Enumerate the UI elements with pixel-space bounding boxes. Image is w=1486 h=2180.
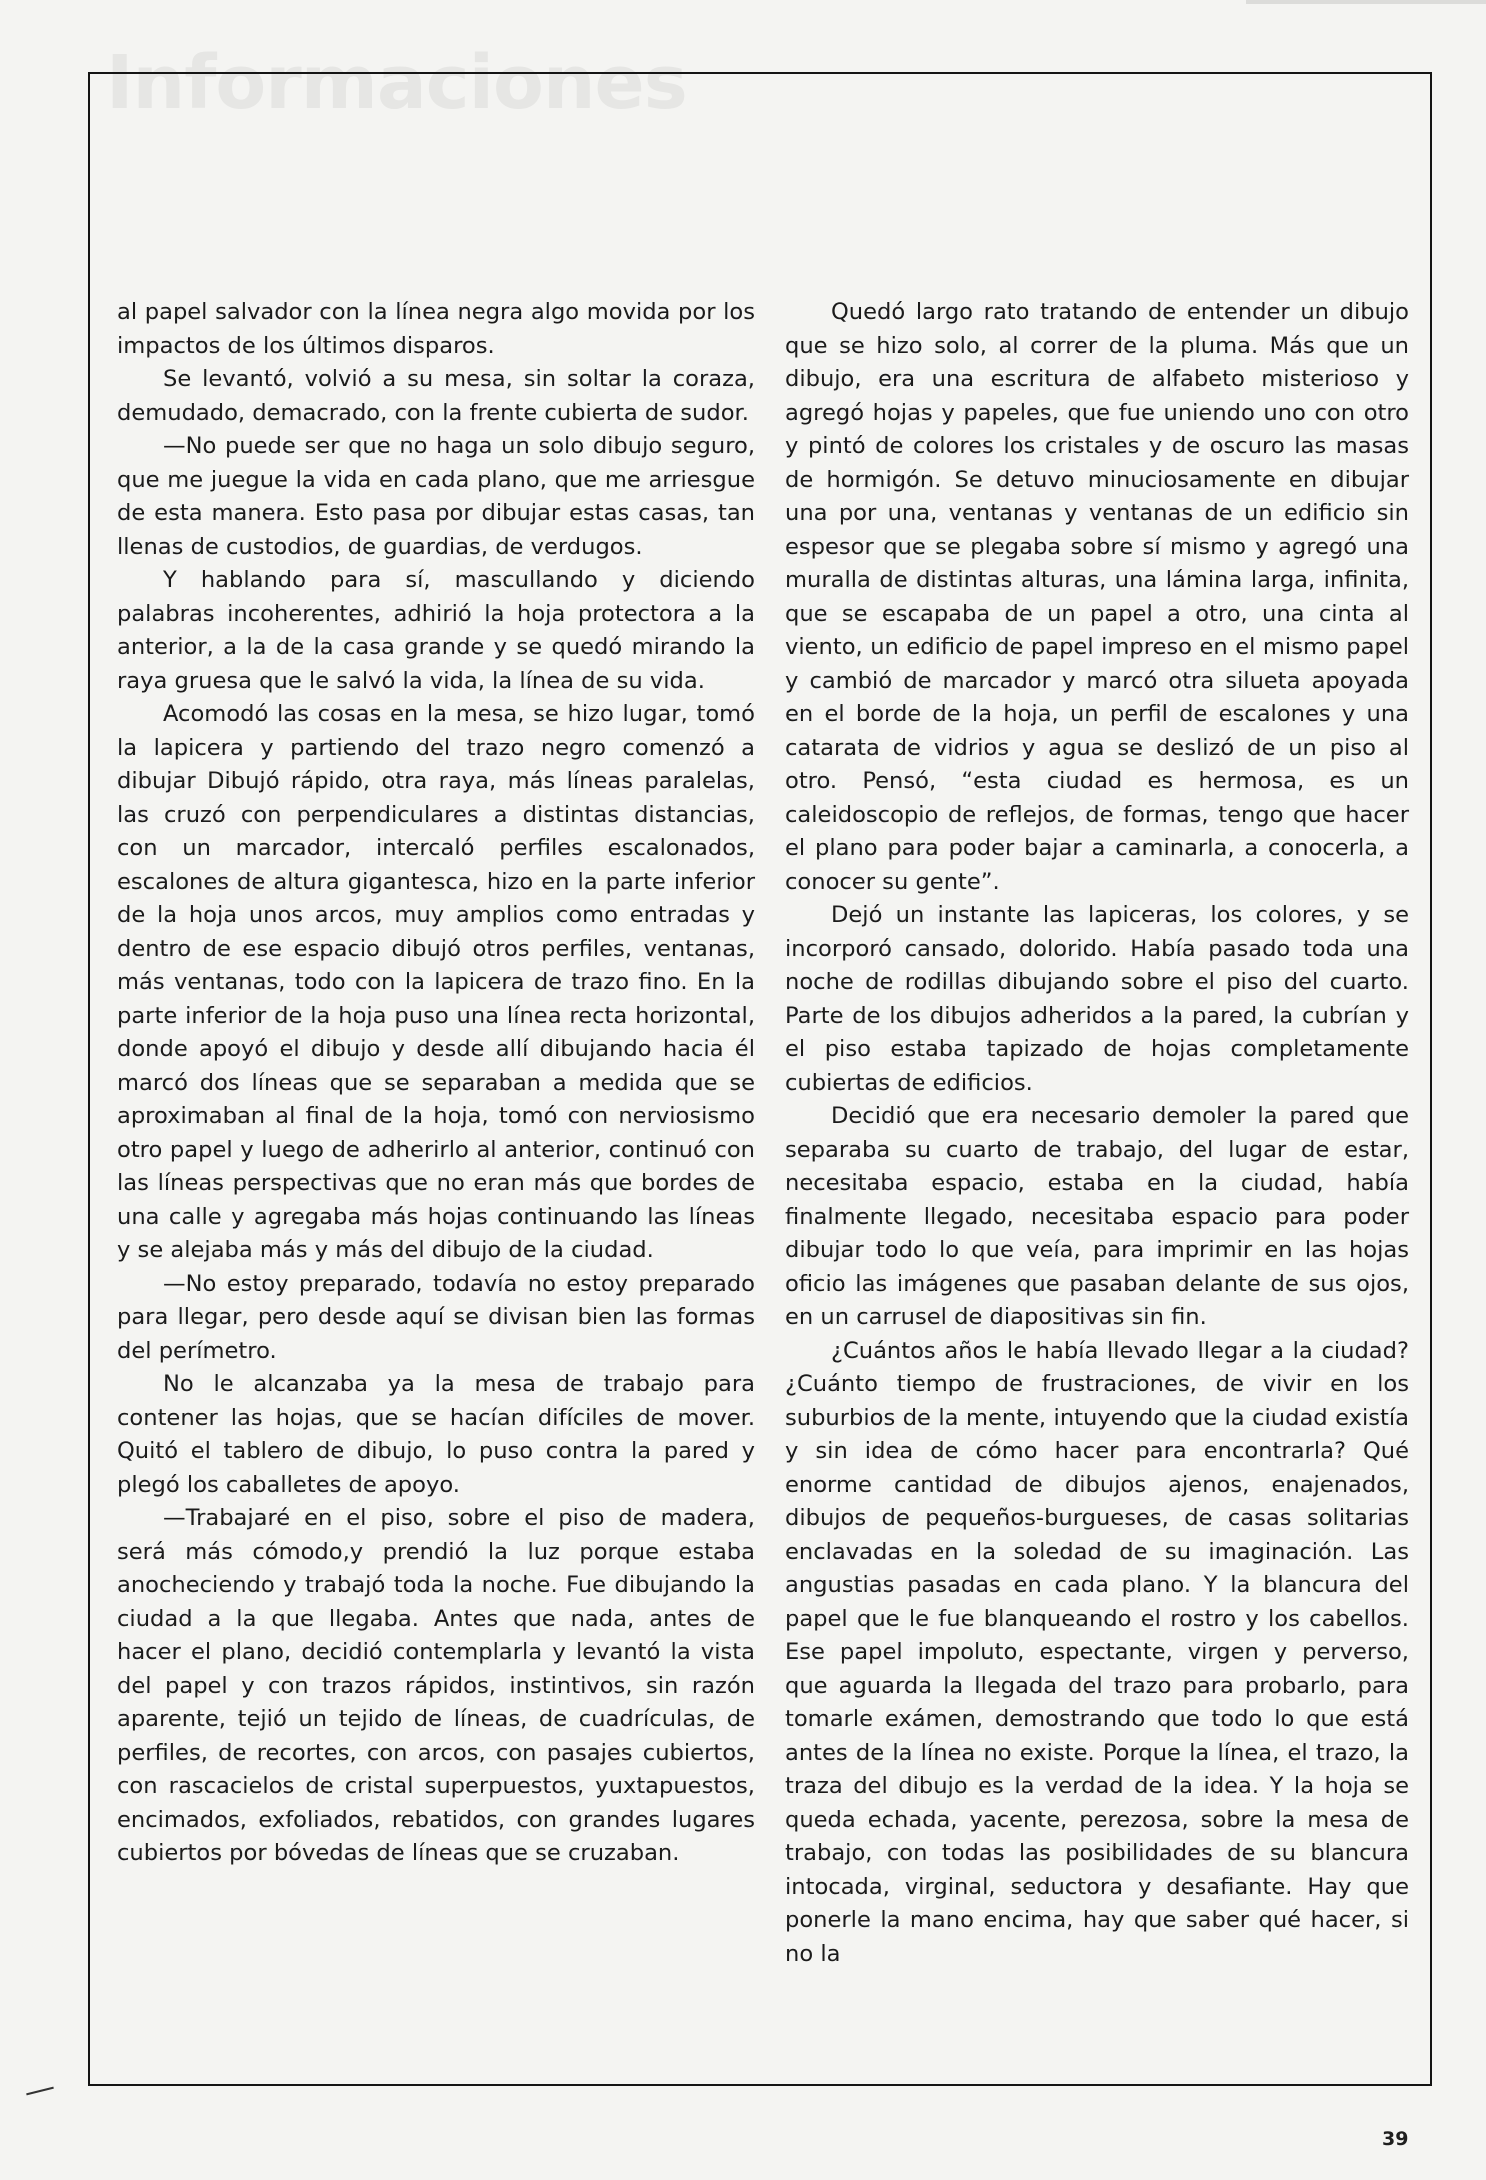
paragraph: Y hablando para sí, mascullando y diciendo palabras incoherentes, adhirió la hoja protectora a la anterior, a la de la casa grande y se quedó mirando la raya gruesa que le salvó la vida, la línea de su vida. bbox=[117, 567, 755, 694]
paragraph: —No estoy preparado, todavía no estoy preparado para llegar, pero desde aquí se divisan bien las formas del perímetro. bbox=[117, 1270, 755, 1364]
paragraph: No le alcanzaba ya la mesa de trabajo para contener las hojas, que se hacían difíciles de mover. Quitó el tablero de dibujo, lo puso contra la pared y plegó los caballetes de apoyo. bbox=[117, 1371, 755, 1498]
paragraph: Quedó largo rato tratando de entender un dibujo que se hizo solo, al correr de la pluma. Más que un dibujo, era una escritura de alfabeto misterioso y agregó hojas y papeles, que fue uniendo uno con otro y pintó de colores los cristales y de oscuro las masas de hormigón. Se detuvo minuciosamente en dibujar una por una, ventanas y ventanas de un edificio sin espesor que se plegaba sobre sí mismo y agregó una muralla de distintas alturas, una lámina larga, infinita, que se escapaba de un papel a otro, una cinta al viento, un edificio de papel impreso en el mismo papel y cambió de marcador y marcó otra silueta apoyada en el borde de la hoja, un perfil de escalones y una catarata de vidrios y agua se deslizó de un piso al otro. Pensó, “esta ciudad es hermosa, es un caleidoscopio de reflejos, de formas, tengo que hacer el plano para poder bajar a caminarla, a conocerla, a conocer su gente”. bbox=[785, 299, 1409, 895]
paragraph: Se levantó, volvió a su mesa, sin soltar la coraza, demudado, demacrado, con la frente cubierta de sudor. bbox=[117, 366, 755, 426]
paragraph: —Trabajaré en el piso, sobre el piso de madera, será más cómodo,y prendió la luz porque estaba anocheciendo y trabajó toda la noche. Fue dibujando la ciudad a la que llegaba. Antes que nada, antes de hacer el plano, decidió contemplarla y levantó la vista del papel y con trazos rápidos, instintivos, sin razón aparente, tejió un tejido de líneas, de cuadrículas, de perfiles, de recortes, con arcos, con pasajes cubiertos, con rascacielos de cristal superpuestos, yuxtapuestos, encimados, exfoliados, rebatidos, con grandes lugares cubiertos por bóvedas de líneas que se cruzaban. bbox=[117, 1505, 755, 1866]
paragraph: Acomodó las cosas en la mesa, se hizo lugar, tomó la lapicera y partiendo del trazo negro comenzó a dibujar Dibujó rápido, otra raya, más líneas paralelas, las cruzó con perpendiculares a distintas distancias, con un marcador, intercaló perfiles escalonados, escalones de altura gigantesca, hizo en la parte inferior de la hoja unos arcos, muy amplios como entradas y dentro de ese espacio dibujó otros perfiles, ventanas, más ventanas, todo con la lapicera de trazo fino. En la parte inferior de la hoja puso una línea recta horizontal, donde apoyó el dibujo y desde allí dibujando hacia él marcó dos líneas que se separaban a medida que se aproximaban al final de la hoja, tomó con nerviosismo otro papel y luego de adherirlo al anterior, continuó con las líneas perspectivas que no eran más que bordes de una calle y agregaba más hojas continuando las líneas y se alejaba más y más del dibujo de la ciudad. bbox=[117, 701, 755, 1263]
paragraph: ¿Cuántos años le había llevado llegar a la ciudad? ¿Cuánto tiempo de frustraciones, de vivir en los suburbios de la mente, intuyendo que la ciudad existía y sin idea de cómo hacer para encontrarla? Qué enorme cantidad de dibujos ajenos, enajenados, dibujos de pequeños-burgueses, de casas solitarias enclavadas en la soledad de su imaginación. Las angustias pasadas en cada plano. Y la blancura del papel que le fue blanqueando el rostro y los cabellos. Ese papel impoluto, espectante, virgen y perverso, que aguarda la llegada del trazo para probarlo, para tomarle exámen, demostrando que todo lo que está antes de la línea no existe. Porque la línea, el trazo, la traza del dibujo es la verdad de la idea. Y la hoja se queda echada, yacente, perezosa, sobre la mesa de trabajo, con todas las posibilidades de su blancura intocada, virginal, seductora y desafiante. Hay que ponerle la mano encima, hay que saber qué hacer, si no la bbox=[785, 1337, 1409, 1967]
page-top-edge bbox=[1246, 0, 1486, 4]
margin-mark bbox=[26, 2087, 54, 2096]
paragraph: al papel salvador con la línea negra algo movida por los impactos de los últimos disparos. bbox=[117, 299, 755, 359]
paragraph: Dejó un instante las lapiceras, los colores, y se incorporó cansado, dolorido. Había pasado toda una noche de rodillas dibujando sobre el piso del cuarto. Parte de los dibujos adheridos a la pared, la cubrían y el piso estaba tapizado de hojas completamente cubiertas de edificios. bbox=[785, 902, 1409, 1096]
paragraph: —No puede ser que no haga un solo dibujo seguro, que me juegue la vida en cada plano, que me arriesgue de esta manera. Esto pasa por dibujar estas casas, tan llenas de custodios, de guardias, de verdugos. bbox=[117, 433, 755, 560]
right-column bbox=[785, 296, 1409, 1971]
left-column bbox=[117, 296, 755, 1871]
bleed-through-title: Informaciones bbox=[106, 40, 687, 126]
page-number: 39 bbox=[1382, 2128, 1409, 2150]
paragraph: Decidió que era necesario demoler la pared que separaba su cuarto de trabajo, del lugar de estar, necesitaba espacio, estaba en la ciudad, había finalmente llegado, necesitaba espacio para poder dibujar todo lo que veía, para imprimir en las hojas oficio las imágenes que pasaban delante de sus ojos, en un carrusel de diapositivas sin fin. bbox=[785, 1103, 1409, 1330]
